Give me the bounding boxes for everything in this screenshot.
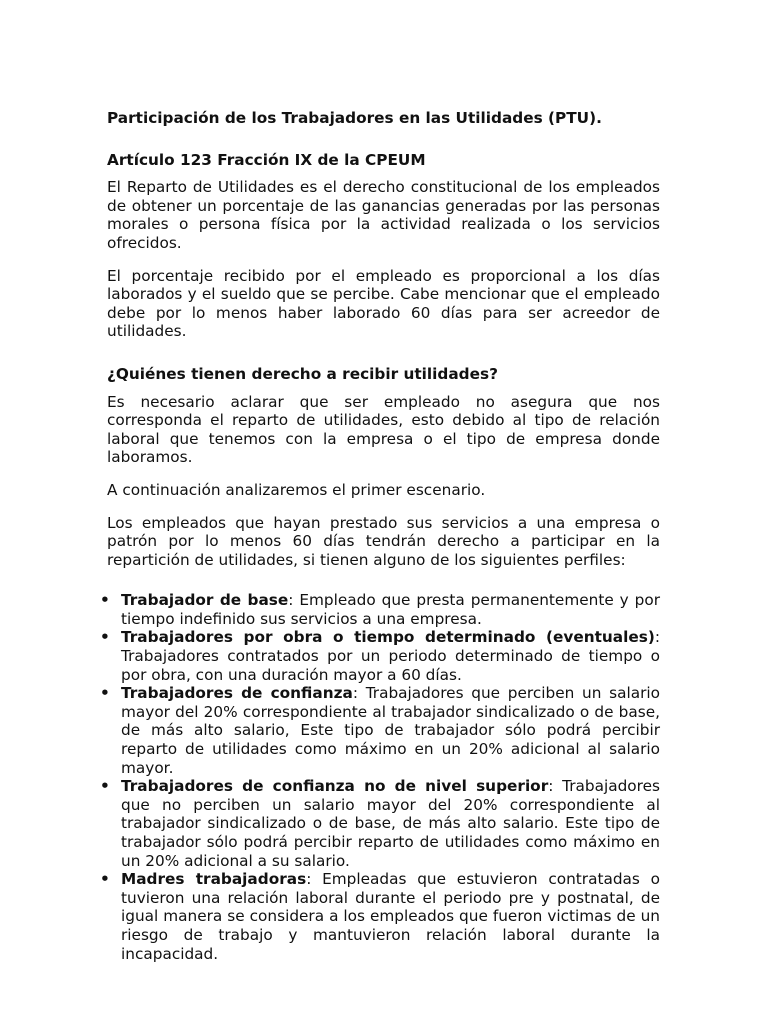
profile-description: : Empleado que presta permanentemente y por tiempo indefinido sus servicios a una empresa. <box>121 591 660 628</box>
question-heading: ¿Quiénes tienen derecho a recibir utilidades? <box>107 364 498 383</box>
article-reference-heading: Artículo 123 Fracción IX de la CPEUM <box>107 150 426 169</box>
document-page <box>100 109 660 963</box>
bullet-icon: • <box>100 628 110 647</box>
profile-description: : Trabajadores que no perciben un salario mayor del 20% correspondiente al trabajador sindicalizado o de base, de más alto salario. Este tipo de trabajador sólo podrá percibir reparto de utilidades como máximo en un 20% adicional a su salario. <box>121 777 660 870</box>
profile-term: Trabajadores de confianza <box>121 684 353 703</box>
profile-term: Trabajadores de confianza no de nivel superior <box>121 777 549 796</box>
profile-term: Trabajadores por obra o tiempo determinado (eventuales) <box>121 628 655 647</box>
document-title: Participación de los Trabajadores en las Utilidades (PTU). <box>107 109 602 127</box>
intro-paragraph: El porcentaje recibido por el empleado es proporcional a los días laborados y el sueldo que se percibe. Cabe mencionar que el empleado debe por lo menos haber laborado 60 días para ser acreedor de utilidades. <box>107 266 660 341</box>
intro-paragraph: El Reparto de Utilidades es el derecho constitucional de los empleados de obtener un porcentaje de las ganancias generadas por las personas morales o persona física por la actividad realizada o los servicios ofrecidos. <box>107 178 660 252</box>
profile-description: : Trabajadores contratados por un periodo determinado de tiempo o por obra, con una duración mayor a 60 días. <box>121 628 660 684</box>
bullet-icon: • <box>100 777 110 796</box>
bullet-icon: • <box>100 591 110 610</box>
profile-term: Madres trabajadoras <box>121 870 307 889</box>
list-item <box>100 628 660 684</box>
list-item <box>100 591 660 628</box>
bullet-icon: • <box>100 684 110 703</box>
profile-description: : Empleadas que estuvieron contratadas o tuvieron una relación laboral durante el periodo pre y postnatal, de igual manera se considera a los empleados que fueron victimas de un riesgo de trabajo y mantuvieron relación laboral durante la incapacidad. <box>121 870 660 963</box>
list-item <box>100 870 660 963</box>
list-item <box>100 777 660 870</box>
bullet-icon: • <box>100 870 110 889</box>
profile-term: Trabajador de base <box>121 591 289 610</box>
profile-description: : Trabajadores que perciben un salario mayor del 20% correspondiente al trabajador sindicalizado o de base, de más alto salario, Este tipo de trabajador sólo podrá percibir reparto de utilidades como máximo en un 20% adicional al salario mayor. <box>121 684 660 777</box>
body-paragraph: Es necesario aclarar que ser empleado no asegura que nos corresponda el reparto de utilidades, esto debido al tipo de relación laboral que tenemos con la empresa o el tipo de empresa donde laboramos. <box>107 392 660 467</box>
profiles-list <box>100 591 660 963</box>
body-paragraph: A continuación analizaremos el primer escenario. <box>107 480 486 499</box>
body-paragraph: Los empleados que hayan prestado sus servicios a una empresa o patrón por lo menos 60 días tendrán derecho a participar en la repartición de utilidades, si tienen alguno de los siguientes perfiles: <box>107 513 660 569</box>
list-item <box>100 684 660 777</box>
